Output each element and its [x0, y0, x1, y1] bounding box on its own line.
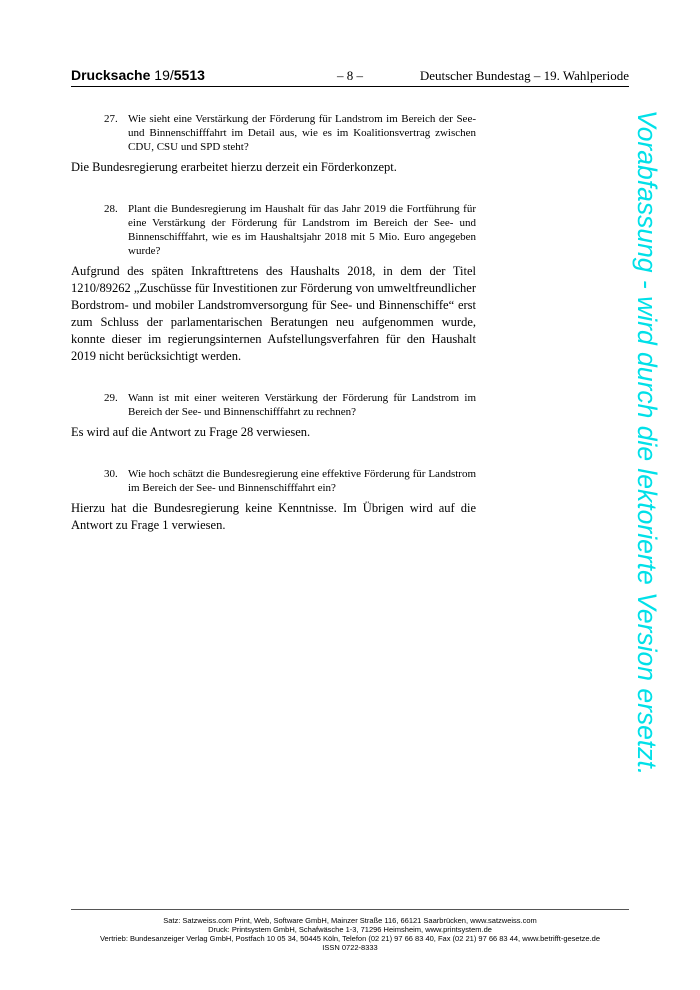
- page-header: [71, 66, 629, 87]
- question-number: 30.: [104, 468, 118, 480]
- footer-typesetting: Satz: Satzweiss.com Print, Web, Software GmbH, Mainzer Straße 116, 66121 Saarbrücken, www.satzweiss.com: [163, 916, 537, 925]
- spacer: [71, 441, 476, 467]
- draft-watermark: Vorabfassung - wird durch die lektorierte Version ersetzt.: [632, 110, 662, 776]
- question-text: Plant die Bundesregierung im Haushalt für das Jahr 2019 die Fortführung für eine Verstärkung der Förderung für Landstrom im Bereich der See- und Binnenschifffahrt, wie es im Haushaltsjahr 2018 mit 5 Mio. Euro angegeben wurde?: [128, 203, 476, 257]
- answer-30: Hierzu hat die Bundesregierung keine Kenntnisse. Im Übrigen wird auf die Antwort zu Frage 1 verwiesen.: [71, 501, 476, 532]
- spacer: [71, 176, 476, 202]
- question-27: [104, 112, 476, 154]
- question-text: Wann ist mit einer weiteren Verstärkung der Förderung für Landstrom im Bereich der See- und Binnenschifffahrt zu rechnen?: [128, 392, 476, 418]
- page-footer: [71, 916, 629, 952]
- question-number: 29.: [104, 392, 118, 404]
- question-number: 28.: [104, 203, 118, 215]
- question-number: 27.: [104, 113, 118, 125]
- document-label: Drucksache: [71, 67, 151, 83]
- document-number-prefix: 19/: [154, 67, 174, 83]
- footer-distribution: Vertrieb: Bundesanzeiger Verlag GmbH, Postfach 10 05 34, 50445 Köln, Telefon (02 21) 97 66 83 40, Fax (02 21) 97 66 83 44, www.betrifft-gesetze.de: [99, 934, 601, 943]
- spacer: [71, 365, 476, 391]
- answer-29: Es wird auf die Antwort zu Frage 28 verwiesen.: [71, 425, 311, 439]
- footer-printing: Druck: Printsystem GmbH, Schafwäsche 1-3, 71296 Heimsheim, www.printsystem.de: [208, 925, 492, 934]
- answer-28: Aufgrund des späten Inkrafttretens des Haushalts 2018, in dem der Titel 1210/89262 „Zuschüsse für Investitionen zur Förderung von umweltfreundlicher Bordstrom- und mobiler Landstromversorgung für See- und Binnenschiffe“ erst zum Schluss der parlamentarischen Beratungen neu aufgenommen wurde, konnte dieser im regierungsinternen Aufstellungsverfahren für den Haushalt 2019 nicht berücksichtigt werden.: [71, 264, 476, 363]
- document-body: [71, 112, 476, 534]
- institution-name: Deutscher Bundestag – 19. Wahlperiode: [419, 68, 629, 83]
- question-text: Wie sieht eine Verstärkung der Förderung für Landstrom im Bereich der See- und Binnenschifffahrt im Detail aus, wie es im Koalitionsvertrag zwischen CDU, CSU und SPD steht?: [128, 113, 476, 153]
- answer-27: Die Bundesregierung erarbeitet hierzu derzeit ein Förderkonzept.: [71, 160, 397, 174]
- question-text: Wie hoch schätzt die Bundesregierung eine effektive Förderung für Landstrom im Bereich der See- und Binnenschifffahrt ein?: [128, 468, 476, 494]
- question-29: [104, 391, 476, 419]
- document-number-value: 5513: [173, 67, 205, 83]
- question-28: [104, 202, 476, 258]
- page-number: – 8 –: [337, 68, 363, 83]
- question-30: [104, 467, 476, 495]
- footer-divider: [71, 909, 629, 910]
- footer-issn: ISSN 0722-8333: [322, 943, 378, 952]
